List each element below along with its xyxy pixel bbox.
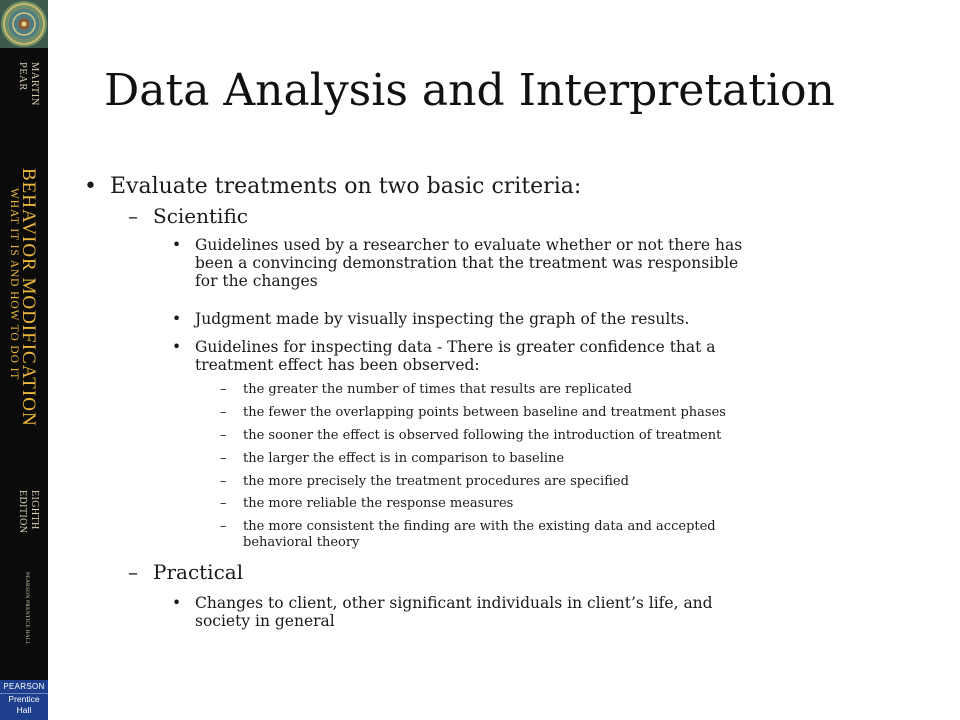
practical-label: Practical [153, 560, 244, 584]
practical-point-line: society in general [195, 612, 335, 630]
spine-book-subtitle: WHAT IT IS AND HOW TO DO IT [8, 188, 20, 381]
criterion-item: the larger the effect is in comparison to baseline [243, 451, 565, 466]
spine-authors [16, 62, 40, 106]
book-spine [0, 0, 48, 720]
spine-author: MARTIN [29, 62, 40, 106]
criterion-item: the sooner the effect is observed following the introduction of treatment [243, 428, 722, 443]
criterion-item: the more consistent the finding are with the existing data and accepted [243, 519, 716, 534]
logo-brand: PEARSON [0, 681, 48, 694]
spine-edition [16, 490, 40, 533]
logo-line1: Prentice [8, 694, 40, 704]
pearson-logo [0, 680, 48, 720]
criterion-item: the more precisely the treatment procedures are specified [243, 474, 629, 489]
spine-author: PEAR [17, 62, 28, 91]
criterion-item: the more reliable the response measures [243, 496, 514, 511]
spine-edition-line: EIGHTH [29, 490, 40, 530]
scientific-point-line: Guidelines used by a researcher to evaluate whether or not there has [195, 236, 743, 254]
dash-mark: – [220, 382, 227, 397]
dash-mark: – [220, 519, 227, 534]
bullet-mark: • [172, 594, 182, 612]
dash-mark: – [128, 204, 138, 228]
spine-edition-line: EDITION [17, 490, 28, 534]
slide-title: Data Analysis and Interpretation [104, 65, 835, 116]
practical-point-line: Changes to client, other significant individuals in client’s life, and [195, 594, 713, 612]
bullet-mark: • [172, 338, 182, 356]
scientific-point-line: Guidelines for inspecting data - There is greater confidence that a [195, 338, 716, 356]
main-bullet-text: Evaluate treatments on two basic criteria: [110, 174, 582, 199]
dash-mark: – [128, 560, 138, 584]
dash-mark: – [220, 474, 227, 489]
scientific-point-line: been a convincing demonstration that the treatment was responsible [195, 254, 739, 272]
logo-line2: Hall [16, 705, 32, 715]
scientific-point-line: Judgment made by visually inspecting the graph of the results. [195, 310, 690, 328]
spine-imprint: PEARSON PRENTICE HALL [24, 572, 30, 645]
bullet-mark: • [84, 174, 97, 199]
cover-medallion-image [0, 0, 48, 48]
criterion-item: behavioral theory [243, 535, 360, 550]
bullet-mark: • [172, 310, 182, 328]
dash-mark: – [220, 451, 227, 466]
bullet-mark: • [172, 236, 182, 254]
scientific-point-line: treatment effect has been observed: [195, 356, 480, 374]
dash-mark: – [220, 428, 227, 443]
criterion-item: the fewer the overlapping points between baseline and treatment phases [243, 405, 726, 420]
spine-book-title: BEHAVIOR MODIFICATION [18, 168, 39, 427]
scientific-label: Scientific [153, 204, 248, 228]
dash-mark: – [220, 405, 227, 420]
dash-mark: – [220, 496, 227, 511]
scientific-point-line: for the changes [195, 272, 318, 290]
criterion-item: the greater the number of times that results are replicated [243, 382, 632, 397]
